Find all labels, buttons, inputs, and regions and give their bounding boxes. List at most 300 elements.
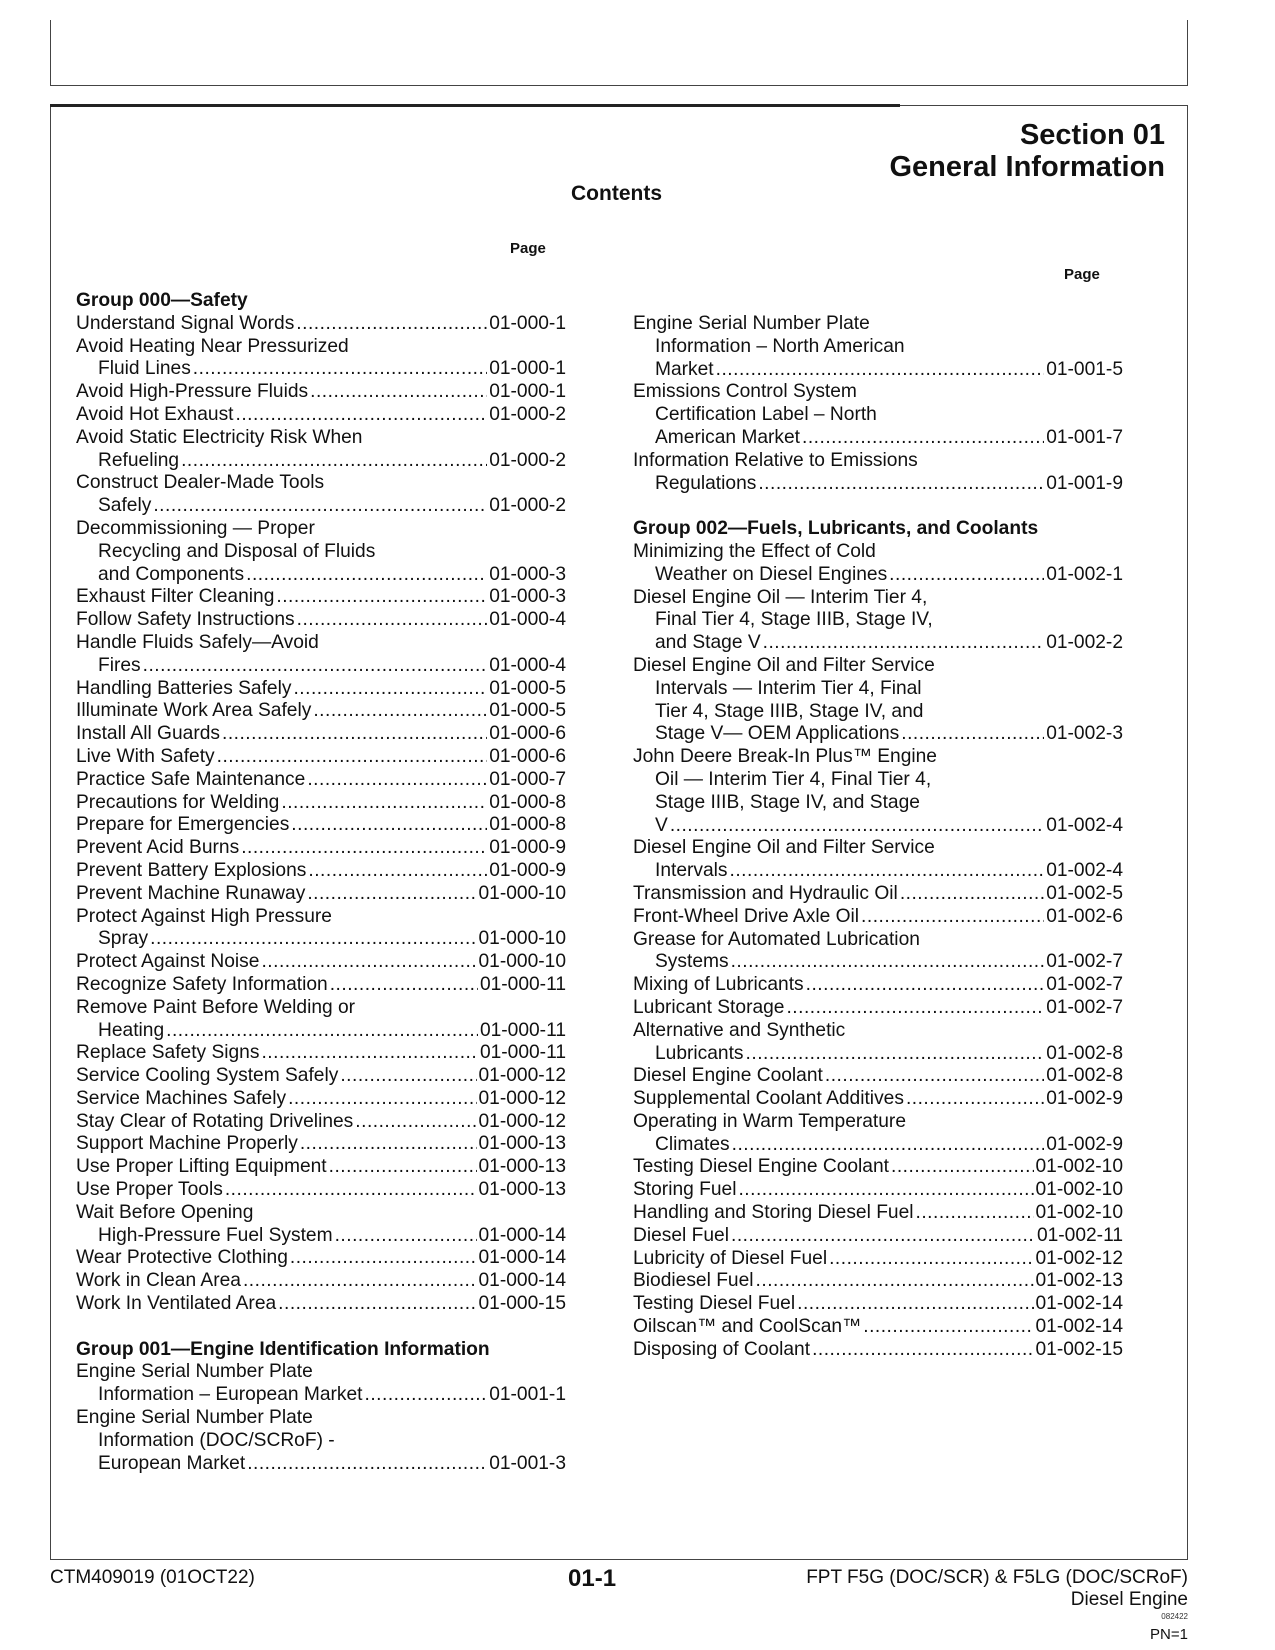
dot-leader [307, 883, 476, 906]
toc-entry[interactable] [76, 792, 566, 815]
toc-entry[interactable] [76, 1065, 566, 1088]
toc-entry-title: Protect Against Noise [76, 951, 260, 973]
toc-entry-page: 01-001-7 [1046, 426, 1123, 448]
toc-entry[interactable] [633, 587, 1123, 655]
toc-entry-title: Oil — Interim Tier 4, Final Tier 4, [655, 768, 932, 790]
toc-entry-page: 01-001-5 [1046, 358, 1123, 380]
toc-entry[interactable] [76, 1133, 566, 1156]
toc-entry-title: Stage V— OEM Applications [655, 723, 900, 745]
footer-doc-id: CTM409019 (01OCT22) [50, 1567, 255, 1588]
toc-entry-title: Intervals — Interim Tier 4, Final [655, 677, 922, 699]
dot-leader [670, 815, 1044, 838]
toc-entry-title: Regulations [655, 472, 757, 494]
toc-entry-page: 01-002-7 [1046, 951, 1123, 973]
toc-entry-page: 01-000-10 [478, 928, 566, 950]
toc-entry-page: 01-002-10 [1035, 1179, 1123, 1201]
toc-entry[interactable] [633, 906, 1123, 929]
toc-entry-title: Diesel Fuel [633, 1224, 729, 1246]
dot-leader [291, 814, 487, 837]
toc-entry-title: Safely [98, 495, 152, 517]
toc-entry-title: Practice Safe Maintenance [76, 768, 306, 790]
toc-entry-page: 01-000-14 [478, 1247, 566, 1269]
toc-entry-page: 01-000-11 [479, 1042, 566, 1064]
dot-leader [756, 1270, 1034, 1293]
group-spacer [633, 495, 1123, 518]
toc-entry-title: Understand Signal Words [76, 312, 295, 334]
toc-entry-title: Protect Against High Pressure [76, 905, 332, 927]
footer-page-number: 01-1 [568, 1565, 617, 1592]
toc-entry[interactable] [76, 678, 566, 701]
toc-entry-title: Avoid Static Electricity Risk When [76, 426, 363, 448]
toc-entry[interactable] [76, 1361, 566, 1407]
toc-entry-page: 01-002-8 [1046, 1042, 1123, 1064]
dot-leader [153, 495, 487, 518]
dot-leader [193, 358, 487, 381]
toc-entry-page: 01-002-6 [1046, 905, 1123, 927]
toc-entry-title: Prevent Machine Runaway [76, 882, 306, 904]
toc-entry-title: Construct Dealer-Made Tools [76, 472, 325, 494]
dot-leader [746, 1043, 1045, 1066]
toc-entry-page: 01-002-9 [1046, 1133, 1123, 1155]
toc-entry[interactable] [76, 906, 566, 952]
toc-entry-title: Decommissioning — Proper [76, 517, 315, 539]
toc-entry-page: 01-000-12 [478, 1065, 566, 1087]
dot-leader [730, 860, 1045, 883]
dot-leader [236, 404, 488, 427]
toc-entry-page: 01-002-8 [1046, 1065, 1123, 1087]
toc-entry-title: Mixing of Lubricants [633, 974, 804, 996]
toc-entry-page: 01-000-14 [478, 1224, 566, 1246]
dot-leader [300, 1133, 477, 1156]
toc-entry-title: Handling and Storing Diesel Fuel [633, 1202, 914, 1224]
toc-entry-title: Emissions Control System [633, 381, 857, 403]
toc-entry-title: Tier 4, Stage IIIB, Stage IV, and [655, 700, 924, 722]
toc-entry-page: 01-002-3 [1046, 723, 1123, 745]
toc-entry-page: 01-002-14 [1035, 1316, 1123, 1338]
toc-entry-title: Grease for Automated Lubrication [633, 928, 920, 950]
toc-entry-page: 01-000-3 [489, 586, 566, 608]
toc-entry-page: 01-000-12 [478, 1110, 566, 1132]
toc-entry[interactable] [76, 997, 566, 1043]
dot-leader [861, 906, 1044, 929]
toc-entry-title: Final Tier 4, Stage IIIB, Stage IV, [655, 609, 933, 631]
section-title-block [889, 119, 1165, 183]
toc-entry-page: 01-000-13 [478, 1179, 566, 1201]
toc-group-heading: Group 002—Fuels, Lubricants, and Coolants [633, 518, 1039, 540]
toc-entry-page: 01-002-10 [1035, 1156, 1123, 1178]
toc-entry-page: 01-000-3 [489, 563, 566, 585]
toc-entry-page: 01-002-12 [1035, 1247, 1123, 1269]
toc-entry-page: 01-002-11 [1036, 1224, 1123, 1246]
toc-right-column [633, 313, 1123, 1362]
toc-entry-page: 01-000-11 [479, 973, 566, 995]
toc-entry-title: Climates [655, 1133, 730, 1155]
dot-leader [278, 1293, 476, 1316]
toc-entry-page: 01-001-9 [1046, 472, 1123, 494]
footer-pn: PN=1 [1150, 1626, 1188, 1643]
toc-entry-page: 01-000-10 [478, 882, 566, 904]
toc-entry[interactable] [76, 381, 566, 404]
toc-entry-title: Spray [98, 928, 149, 950]
toc-entry[interactable] [633, 837, 1123, 883]
dot-leader [296, 313, 487, 336]
toc-entry-title: Prevent Battery Explosions [76, 859, 307, 881]
toc-entry-page: 01-000-6 [489, 723, 566, 745]
toc-entry-title: Service Cooling System Safely [76, 1065, 339, 1087]
toc-entry-title: Minimizing the Effect of Cold [633, 540, 876, 562]
toc-entry-page: 01-002-7 [1046, 996, 1123, 1018]
toc-entry-page: 01-000-4 [489, 609, 566, 631]
toc-entry[interactable] [633, 1202, 1123, 1225]
dot-leader [825, 1065, 1044, 1088]
toc-entry[interactable] [76, 883, 566, 906]
toc-entry-title: Stay Clear of Rotating Drivelines [76, 1110, 354, 1132]
toc-entry-page: 01-000-5 [489, 677, 566, 699]
toc-entry[interactable] [76, 723, 566, 746]
footer-product [806, 1567, 1188, 1611]
dot-leader [906, 1088, 1044, 1111]
toc-entry-title: Work In Ventilated Area [76, 1293, 277, 1315]
dot-leader [802, 427, 1044, 450]
toc-entry-page: 01-000-9 [489, 859, 566, 881]
toc-entry[interactable] [76, 974, 566, 997]
dot-leader [310, 381, 487, 404]
toc-entry-title: Testing Diesel Engine Coolant [633, 1156, 889, 1178]
toc-entry-title: Weather on Diesel Engines [655, 563, 888, 585]
toc-entry-page: 01-000-2 [489, 495, 566, 517]
toc-entry[interactable] [76, 1088, 566, 1111]
toc-entry-title: Testing Diesel Fuel [633, 1293, 796, 1315]
toc-entry[interactable] [633, 1248, 1123, 1271]
dot-leader [738, 1179, 1033, 1202]
toc-entry[interactable] [76, 1042, 566, 1065]
toc-entry-title: Prevent Acid Burns [76, 837, 240, 859]
toc-entry[interactable] [633, 655, 1123, 746]
dot-leader [297, 609, 488, 632]
toc-entry-page: 01-000-2 [489, 403, 566, 425]
toc-entry-page: 01-002-4 [1046, 814, 1123, 836]
toc-entry-title: Front-Wheel Drive Axle Oil [633, 905, 860, 927]
toc-entry-page: 01-002-7 [1046, 974, 1123, 996]
toc-entry-page: 01-001-3 [489, 1452, 566, 1474]
toc-left-column [76, 290, 566, 1475]
toc-entry[interactable] [76, 1270, 566, 1293]
dot-leader [307, 769, 487, 792]
dot-leader [288, 1088, 476, 1111]
toc-entry[interactable] [76, 746, 566, 769]
dot-leader [181, 450, 487, 473]
toc-entry-title: V [655, 814, 668, 836]
toc-entry-page: 01-000-14 [478, 1270, 566, 1292]
dot-leader [329, 1156, 477, 1179]
toc-entry-page: 01-000-2 [489, 449, 566, 471]
dot-leader [261, 1042, 477, 1065]
toc-entry-page: 01-002-10 [1035, 1202, 1123, 1224]
toc-entry-title: Operating in Warm Temperature [633, 1110, 906, 1132]
toc-entry-title: Oilscan™ and CoolScan™ [633, 1316, 862, 1338]
dot-leader [786, 997, 1044, 1020]
toc-entry-title: Alternative and Synthetic [633, 1019, 846, 1041]
toc-entry-title: and Stage V [655, 632, 761, 654]
toc-entry-title: Remove Paint Before Welding or [76, 996, 356, 1018]
toc-entry[interactable] [633, 313, 1123, 381]
toc-entry-page: 01-000-1 [489, 381, 566, 403]
toc-entry-title: Disposing of Coolant [633, 1338, 811, 1360]
toc-entry-page: 01-000-5 [489, 700, 566, 722]
toc-entry-title: Engine Serial Number Plate [633, 313, 870, 334]
toc-entry-page: 01-002-14 [1035, 1293, 1123, 1315]
dot-leader [797, 1293, 1033, 1316]
dot-leader [143, 655, 488, 678]
dot-leader [891, 1156, 1034, 1179]
dot-leader [222, 723, 487, 746]
toc-entry-page: 01-002-2 [1046, 632, 1123, 654]
toc-entry[interactable] [76, 860, 566, 883]
dot-leader [731, 951, 1045, 974]
toc-entry[interactable] [633, 1088, 1123, 1111]
toc-entry-title: Follow Safety Instructions [76, 609, 295, 631]
toc-entry-title: Avoid Heating Near Pressurized [76, 335, 349, 357]
toc-entry-title: Information (DOC/SCRoF) - [98, 1429, 335, 1451]
toc-entry-title: John Deere Break-In Plus™ Engine [633, 746, 937, 768]
dot-leader [812, 1339, 1033, 1362]
dot-leader [243, 1270, 477, 1293]
toc-entry[interactable] [633, 1339, 1123, 1362]
toc-entry[interactable] [76, 336, 566, 382]
toc-entry-page: 01-000-8 [489, 791, 566, 813]
contents-heading: Contents [571, 182, 662, 205]
toc-entry[interactable] [633, 1156, 1123, 1179]
toc-entry[interactable] [76, 1247, 566, 1270]
dot-leader [355, 1111, 476, 1134]
toc-entry-title: Information – European Market [98, 1384, 363, 1406]
dot-leader [313, 700, 487, 723]
toc-entry-page: 01-000-7 [489, 768, 566, 790]
toc-entry-title: Support Machine Properly [76, 1133, 298, 1155]
toc-entry-title: Diesel Engine Oil — Interim Tier 4, [633, 586, 928, 608]
toc-entry[interactable] [633, 1065, 1123, 1088]
toc-entry-page: 01-002-1 [1046, 563, 1123, 585]
dot-leader [340, 1065, 476, 1088]
dot-leader [241, 837, 487, 860]
toc-entry[interactable] [76, 313, 566, 336]
toc-entry-title: Wear Protective Clothing [76, 1247, 288, 1269]
dot-leader [330, 974, 478, 997]
dot-leader [901, 723, 1044, 746]
toc-entry[interactable] [633, 1316, 1123, 1339]
toc-entry-title: Recognize Safety Information [76, 973, 328, 995]
toc-entry-title: and Components [98, 563, 245, 585]
toc-entry-title: Heating [98, 1019, 165, 1041]
toc-entry[interactable] [76, 1293, 566, 1316]
toc-entry[interactable] [633, 929, 1123, 975]
toc-group-heading: Group 001—Engine Identification Information [76, 1338, 490, 1360]
toc-entry[interactable] [76, 404, 566, 427]
toc-entry-page: 01-000-13 [478, 1156, 566, 1178]
toc-entry-title: Use Proper Lifting Equipment [76, 1156, 327, 1178]
header-rule [50, 104, 900, 107]
toc-entry-page: 01-002-9 [1046, 1088, 1123, 1110]
toc-entry-title: Refueling [98, 449, 180, 471]
dot-leader [217, 746, 488, 769]
toc-entry[interactable] [76, 1111, 566, 1134]
toc-entry-page: 01-002-4 [1046, 860, 1123, 882]
dot-leader [225, 1179, 477, 1202]
toc-entry[interactable] [633, 997, 1123, 1020]
toc-entry-title: Prepare for Emergencies [76, 814, 290, 836]
toc-entry[interactable] [633, 1293, 1123, 1316]
footer-code: 082422 [1161, 1612, 1188, 1621]
toc-entry[interactable] [76, 518, 566, 586]
toc-entry-title: Stage IIIB, Stage IV, and Stage [655, 791, 920, 813]
toc-entry[interactable] [633, 541, 1123, 587]
toc-entry-title: Service Machines Safely [76, 1087, 287, 1109]
toc-entry[interactable] [633, 746, 1123, 837]
toc-entry-page: 01-000-15 [478, 1293, 566, 1315]
toc-entry-title: Information Relative to Emissions [633, 449, 918, 471]
footer-product-line1: FPT F5G (DOC/SCR) & F5LG (DOC/SCRoF) [806, 1567, 1188, 1588]
dot-leader [889, 564, 1044, 587]
dot-leader [716, 359, 1045, 382]
toc-entry-page: 01-000-10 [478, 951, 566, 973]
toc-entry-title: Avoid Hot Exhaust [76, 403, 234, 425]
toc-entry-title: European Market [98, 1452, 246, 1474]
toc-entry-title: Transmission and Hydraulic Oil [633, 882, 898, 904]
toc-entry-title: Exhaust Filter Cleaning [76, 586, 275, 608]
toc-entry[interactable] [76, 427, 566, 473]
toc-entry[interactable] [76, 632, 566, 678]
dot-leader [290, 1247, 477, 1270]
toc-entry-title: Work in Clean Area [76, 1270, 241, 1292]
toc-entry-page: 01-000-12 [478, 1087, 566, 1109]
dot-leader [365, 1384, 488, 1407]
dot-leader [293, 678, 487, 701]
toc-entry[interactable] [633, 974, 1123, 997]
dot-leader [900, 883, 1044, 906]
toc-entry-page: 01-000-8 [489, 814, 566, 836]
toc-entry[interactable] [76, 769, 566, 792]
toc-entry-title: American Market [655, 426, 801, 448]
toc-entry-title: Recycling and Disposal of Fluids [98, 540, 376, 562]
top-frame [50, 20, 1188, 86]
toc-entry[interactable] [633, 381, 1123, 449]
toc-entry[interactable] [633, 1179, 1123, 1202]
toc-entry[interactable] [76, 586, 566, 609]
toc-entry-title: Install All Guards [76, 723, 220, 745]
toc-entry-title: Lubricity of Diesel Fuel [633, 1247, 828, 1269]
toc-entry-title: Replace Safety Signs [76, 1042, 260, 1064]
dot-leader [806, 974, 1045, 997]
toc-entry-title: Systems [655, 951, 729, 973]
dot-leader [758, 473, 1044, 496]
section-title: General Information [889, 151, 1165, 183]
toc-entry[interactable] [76, 837, 566, 860]
group-spacer [76, 1316, 566, 1339]
toc-entry-title: Engine Serial Number Plate [76, 1361, 313, 1383]
toc-entry[interactable] [633, 1270, 1123, 1293]
toc-entry-page: 01-002-15 [1035, 1338, 1123, 1360]
toc-group-heading: Group 000—Safety [76, 290, 248, 311]
toc-entry-page: 01-000-6 [489, 745, 566, 767]
toc-entry-page: 01-002-5 [1046, 882, 1123, 904]
toc-entry[interactable] [76, 700, 566, 723]
toc-entry-page: 01-000-1 [489, 312, 566, 334]
dot-leader [276, 586, 487, 609]
dot-leader [763, 632, 1045, 655]
toc-entry-title: Diesel Engine Oil and Filter Service [633, 837, 935, 859]
toc-entry-title: Fires [98, 654, 141, 676]
page-column-header-left: Page [510, 240, 546, 257]
toc-entry[interactable] [633, 450, 1123, 496]
dot-leader [731, 1225, 1035, 1248]
toc-entry-title: Wait Before Opening [76, 1201, 254, 1223]
toc-entry-title: Live With Safety [76, 745, 215, 767]
dot-leader [150, 928, 476, 951]
toc-entry-page: 01-001-1 [489, 1384, 566, 1406]
toc-entry-page: 01-000-11 [479, 1019, 566, 1041]
toc-entry-page: 01-000-4 [489, 654, 566, 676]
toc-entry[interactable] [633, 883, 1123, 906]
toc-entry[interactable] [633, 1225, 1123, 1248]
page-column-header-right: Page [1064, 266, 1100, 283]
toc-entry-title: Supplemental Coolant Additives [633, 1088, 904, 1110]
toc-entry[interactable] [633, 1111, 1123, 1157]
toc-entry-page: 01-000-13 [478, 1133, 566, 1155]
toc-entry-title: Information – North American [655, 335, 905, 357]
dot-leader [732, 1134, 1045, 1157]
footer-product-line2: Diesel Engine [1070, 1589, 1188, 1610]
toc-entry-title: Certification Label – North [655, 404, 877, 426]
toc-entry-title: High-Pressure Fuel System [98, 1224, 333, 1246]
dot-leader [261, 951, 476, 974]
toc-entry-title: Biodiesel Fuel [633, 1270, 754, 1292]
toc-entry-title: Diesel Engine Coolant [633, 1065, 823, 1087]
toc-entry[interactable] [76, 609, 566, 632]
toc-entry-title: Storing Fuel [633, 1179, 737, 1201]
toc-entry-page: 01-002-13 [1035, 1270, 1123, 1292]
toc-entry-title: Avoid High-Pressure Fluids [76, 381, 309, 403]
toc-entry[interactable] [76, 1407, 566, 1475]
toc-entry-page: 01-000-1 [489, 358, 566, 380]
dot-leader [335, 1225, 477, 1248]
dot-leader [247, 1453, 487, 1476]
dot-leader [166, 1020, 478, 1043]
dot-leader [246, 564, 487, 587]
toc-entry-title: Diesel Engine Oil and Filter Service [633, 654, 935, 676]
toc-entry-title: Fluid Lines [98, 358, 191, 380]
toc-entry[interactable] [76, 951, 566, 974]
toc-entry[interactable] [76, 1202, 566, 1248]
toc-entry-title: Use Proper Tools [76, 1179, 223, 1201]
toc-entry-title: Intervals [655, 860, 728, 882]
toc-entry-title: Handling Batteries Safely [76, 677, 292, 699]
toc-entry-title: Engine Serial Number Plate [76, 1407, 313, 1429]
toc-entry-title: Lubricant Storage [633, 996, 785, 1018]
toc-entry[interactable] [76, 472, 566, 518]
toc-entry-title: Market [655, 358, 714, 380]
toc-entry-title: Handle Fluids Safely—Avoid [76, 631, 319, 653]
toc-entry[interactable] [633, 1020, 1123, 1066]
toc-entry[interactable] [76, 1156, 566, 1179]
dot-leader [863, 1316, 1033, 1339]
toc-entry[interactable] [76, 814, 566, 837]
dot-leader [281, 792, 487, 815]
dot-leader [916, 1202, 1034, 1225]
toc-entry[interactable] [76, 1179, 566, 1202]
toc-entry-title: Lubricants [655, 1042, 744, 1064]
dot-leader [829, 1248, 1033, 1271]
toc-entry-title: Precautions for Welding [76, 791, 280, 813]
